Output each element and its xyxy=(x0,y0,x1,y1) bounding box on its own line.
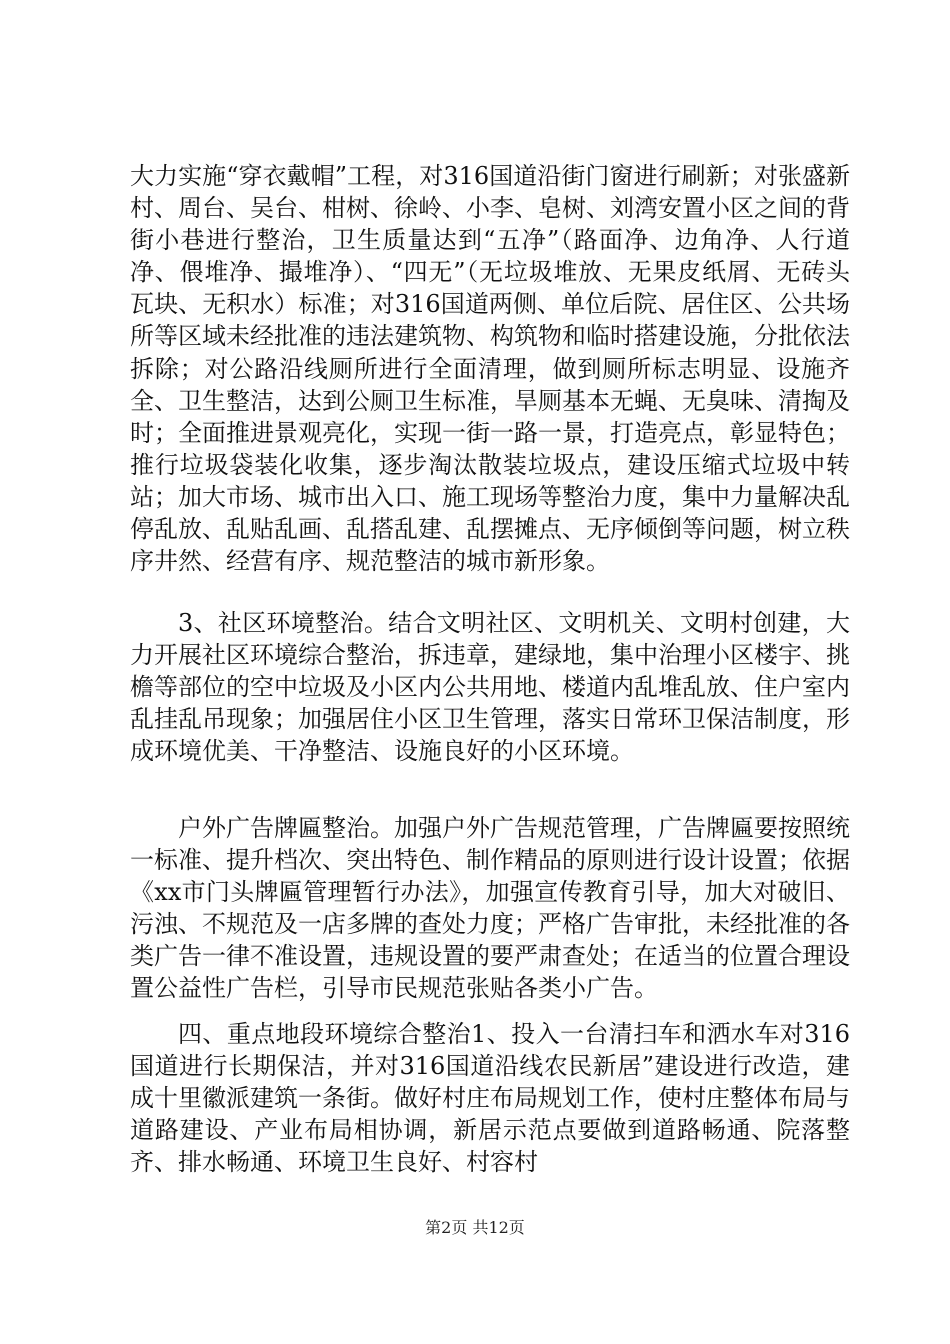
paragraph-key-areas: 四、重点地段环境综合整治1、投入一台清扫车和洒水车对316国道进行长期保洁，并对316国道沿线农民新居”建设进行改造，建成十里徽派建筑一条街。做好村庄布局规划工作，使村庄整体布局与道路建设、产业布局相协调，新居示范点要做到道路畅通、院落整齐、排水畅通、环境卫生良好、村容村 xyxy=(130,1020,850,1177)
paragraph-outdoor-advertising: 户外广告牌匾整治。加强户外广告规范管理，广告牌匾要按照统一标准、提升档次、突出特色、制作精品的原则进行设计设置；依据《xx市门头牌匾管理暂行办法》，加强宣传教育引导，加大对破旧、污浊、不规范及一店多牌的查处力度；严格广告审批，未经批准的各类广告一律不准设置，违规设置的要严肃查处；在适当的位置合理设置公益性广告栏，引导市民规范张贴各类小广告。 xyxy=(130,814,850,1003)
paragraph-urban-renovation: 大力实施“穿衣戴帽”工程，对316国道沿街门窗进行刷新；对张盛新村、周台、吴台、柑树、徐岭、小李、皂树、刘湾安置小区之间的背街小巷进行整治，卫生质量达到“五净”（路面净、边角净、人行道净、偎堆净、撮堆净）、“四无”（无垃圾堆放、无果皮纸屑、无砖头瓦块、无积水）标准；对316国道两侧、单位后院、居住区、公共场所等区域未经批准的违法建筑物、构筑物和临时搭建设施，分批依法拆除；对公路沿线厕所进行全面清理，做到厕所标志明显、设施齐全、卫生整洁，达到公厕卫生标准，旱厕基本无蝇、无臭味、清掏及时；全面推进景观亮化，实现一街一路一景，打造亮点，彰显特色；推行垃圾袋装化收集，逐步淘汰散装垃圾点，建设压缩式垃圾中转站；加大市场、城市出入口、施工现场等整治力度，集中力量解决乱停乱放、乱贴乱画、乱搭乱建、乱摆摊点、无序倾倒等问题，树立秩序井然、经营有序、规范整洁的城市新形象。 xyxy=(130,162,850,576)
paragraph-community-environment: 3、社区环境整治。结合文明社区、文明机关、文明村创建，大力开展社区环境综合整治，拆违章，建绿地，集中治理小区楼宇、挑檐等部位的空中垃圾及小区内公共用地、楼道内乱堆乱放、住户室内乱挂乱吊现象；加强居住小区卫生管理，落实日常环卫保洁制度，形成环境优美、干净整洁、设施良好的小区环境。 xyxy=(130,609,850,766)
page-number-footer: 第2页 共12页 xyxy=(425,1218,525,1237)
